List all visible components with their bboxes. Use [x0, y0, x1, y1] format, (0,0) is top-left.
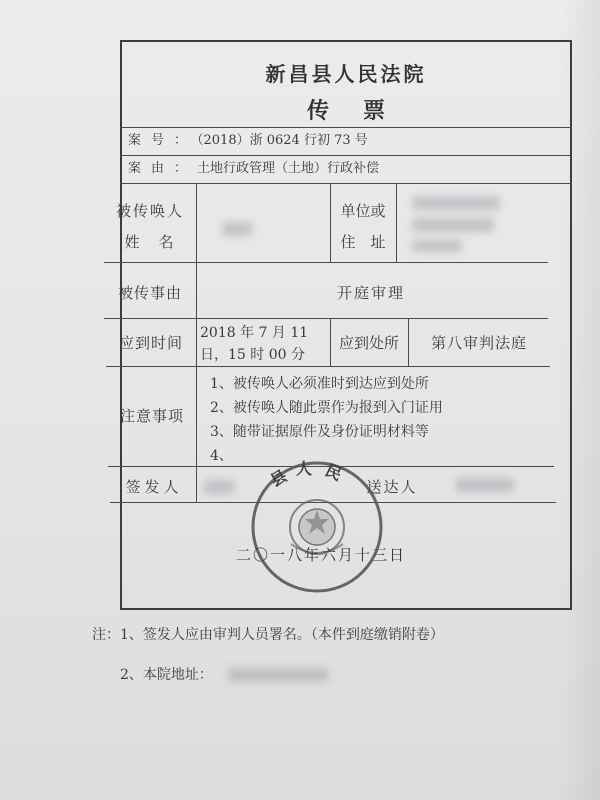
seal-char-3: 民 [322, 460, 345, 485]
place-value: 第八审判法庭 [430, 334, 527, 352]
place-label: 应到处所 [338, 334, 399, 352]
matter-label: 被传事由 [117, 284, 182, 302]
redacted-server [456, 478, 514, 492]
unit-label-line-2: 住 址 [340, 233, 386, 251]
notes-label: 注意事项 [119, 407, 184, 425]
rule-row-2 [104, 318, 548, 319]
cause-label: 案由： [128, 161, 198, 176]
redacted-address-2 [412, 218, 494, 232]
col-divider-3a [396, 183, 397, 262]
server-label: 送达人 [366, 478, 418, 496]
note-item: 1、被传唤人必须准时到达应到处所 [210, 376, 429, 392]
time-value-line-1: 2018 年 7 月 11 [200, 325, 309, 341]
unit-label-line-1: 单位或 [340, 202, 386, 220]
cause: 土地行政管理（土地）行政补偿 [197, 161, 380, 176]
unit-address-label [330, 200, 396, 252]
time-value [200, 322, 330, 366]
rule-row-1 [104, 262, 548, 263]
issue-date: 二〇一八年六月十三日 [236, 546, 407, 564]
note-item: 3、随带证据原件及身份证明材料等 [210, 424, 429, 440]
rule-under-cause [120, 183, 572, 184]
redacted-issuer [204, 480, 234, 494]
case-number-row [122, 129, 570, 153]
summoned-label-line-2: 姓 名 [124, 233, 176, 251]
note-item: 2、被传唤人随此票作为报到入门证用 [210, 400, 443, 416]
court-name: 新昌县人民法院 [265, 62, 427, 86]
matter-value: 开庭审理 [336, 284, 405, 302]
col-divider-1 [196, 183, 197, 502]
seal-char-2: 人 [296, 459, 313, 478]
footnote-2: 2、本院地址： [120, 667, 213, 683]
redacted-name [222, 222, 252, 236]
case-number-label: 案号： [128, 133, 198, 148]
time-label: 应到时间 [118, 334, 183, 352]
time-value-line-2: 日，15 时 00 分 [200, 347, 305, 363]
redacted-address-3 [412, 240, 462, 252]
rule-under-title [120, 127, 572, 128]
note-item: 4、 [210, 448, 233, 464]
case-number: （2018）浙 0624 行初 73 号 [197, 133, 368, 148]
document-title: 传票 [306, 98, 419, 124]
summoned-name-label [104, 200, 196, 252]
footnote-1: 注：1、签发人应由审判人员署名。（本件到庭缴销附卷） [92, 627, 444, 643]
summoned-label-line-1: 被传唤人 [115, 202, 184, 220]
seal-char-1: 县 [266, 466, 291, 491]
cause-row [122, 157, 570, 181]
issuer-label: 签发人 [125, 478, 183, 496]
rule-row-3 [106, 366, 550, 367]
rule-under-case [120, 155, 572, 156]
redacted-court-address [228, 668, 328, 682]
redacted-address-1 [412, 196, 500, 210]
